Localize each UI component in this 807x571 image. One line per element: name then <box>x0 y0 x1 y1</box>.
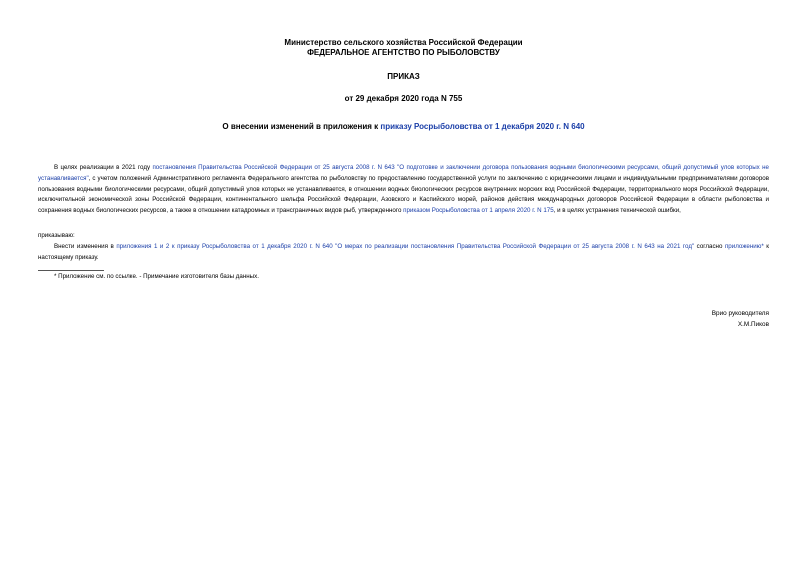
operative-text-1: Внести изменения в <box>54 242 117 250</box>
operative-paragraph <box>38 242 769 264</box>
order-175-link[interactable]: приказом Росрыболовства от 1 апреля 2020 г. N 175 <box>403 207 554 215</box>
footnote: * Приложение см. по ссылке. - Примечание изготовителя базы данных. <box>54 272 259 280</box>
preamble-text-2: , с учетом положений Административного регламента Федерального агентства по рыболовству по предоставлению государственной услуги по заключению с юридическими лицами и индивидуальными предпринимателями договоров пользования водными биологическими ресурсами, общий допустимый улов которых не устанавливается, в отношении водных биологических ресурсов внутренних морских вод Российской Федерации, территориального моря Российской Федерации, исключительной экономической зоны Российской Федерации, континентального шельфа Российской Федерации, Азовского и Каспийского морей, районов действия международных договоров Российской Федерации в области рыболовства и сохранения водных биологических ресурсов, а также в отношении катадромных и трансграничных видов рыб, утвержденного <box>38 174 769 215</box>
title-text: О внесении изменений в приложения к <box>222 122 381 131</box>
document-type: ПРИКАЗ <box>387 72 420 81</box>
preamble-paragraph <box>38 163 769 217</box>
decree-word: приказываю: <box>38 231 75 239</box>
operative-text-2: согласно <box>694 242 725 250</box>
signatory-name: Х.М.Пиков <box>737 320 769 328</box>
signatory-position: Врио руководителя <box>711 310 769 317</box>
preamble-text-3: , и в целях устранения технической ошибки, <box>553 207 681 215</box>
signature-block <box>712 309 769 330</box>
document-date-number: от 29 декабря 2020 года N 755 <box>344 94 463 103</box>
government-decree-link[interactable]: постановления Правительства Российской Федерации от 25 августа 2008 г. N 643 "О подготовке и заключении договора пользования водными биологическими ресурсами, общий допустимый улов которых не устанавливается" <box>38 164 770 182</box>
appendix-link[interactable]: приложению* <box>724 242 764 250</box>
operative-text-3: к настоящему приказу. <box>38 242 770 261</box>
document-header <box>38 38 769 104</box>
agency-name: ФЕДЕРАЛЬНОЕ АГЕНТСТВО ПО РЫБОЛОВСТВУ <box>307 48 500 57</box>
footnote-divider <box>38 270 104 271</box>
ministry-name: Министерство сельского хозяйства Российской Федерации <box>284 38 523 47</box>
preamble-text-1: В целях реализации в 2021 году <box>54 164 153 171</box>
title-link[interactable]: приказу Росрыболовства от 1 декабря 2020 г. N 640 <box>380 122 585 131</box>
appendices-link[interactable]: приложения 1 и 2 к приказу Росрыболовства от 1 декабря 2020 г. N 640 "О мерах по реализации постановления Правительства Российской Федерации от 25 августа 2008 г. N 643 на 2021 год" <box>116 242 695 250</box>
document-title <box>38 122 769 132</box>
